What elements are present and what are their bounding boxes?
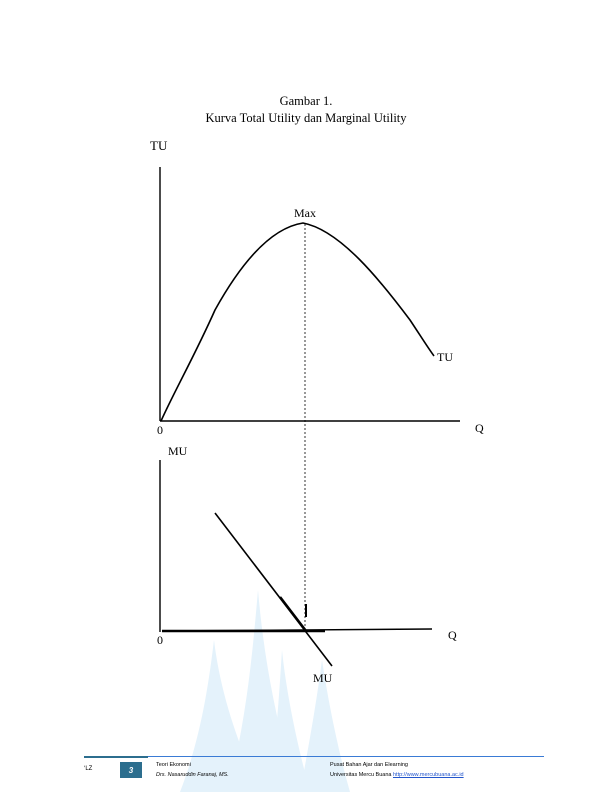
mu-curve — [215, 513, 332, 666]
mu-q-label: Q — [448, 628, 457, 642]
footer-code: ‘LZ — [84, 766, 93, 772]
tu-curve-label: TU — [437, 350, 453, 364]
footer-author: Drs. Nasaruddin Faranaj, MS. — [156, 772, 229, 778]
mu-origin-label: 0 — [157, 633, 163, 647]
footer-rule-accent — [84, 756, 148, 758]
tu-curve — [161, 223, 434, 421]
footer-university — [330, 772, 464, 778]
mu-curve-bold — [280, 597, 306, 631]
tu-axis-label: TU — [150, 138, 168, 153]
page-footer — [84, 756, 544, 780]
mu-curve-label: MU — [313, 671, 333, 685]
max-label: Max — [294, 206, 316, 220]
footer-url-link[interactable]: http://www.mercubuana.ac.id — [392, 772, 464, 778]
figure-subtitle: Kurva Total Utility dan Marginal Utility — [205, 111, 407, 125]
tu-origin-label: 0 — [157, 423, 163, 437]
footer-center-name: Pusat Bahan Ajar dan Elearning — [330, 762, 408, 768]
page-number: 3 — [120, 762, 142, 778]
footer-university-name: Universitas Mercu Buana — [330, 772, 392, 778]
footer-course: Teori Ekonomi — [156, 762, 191, 768]
figure-title: Gambar 1. — [279, 94, 333, 108]
mu-axis-label: MU — [168, 444, 188, 458]
tu-q-label: Q — [475, 421, 484, 435]
footer-rule — [148, 756, 544, 757]
